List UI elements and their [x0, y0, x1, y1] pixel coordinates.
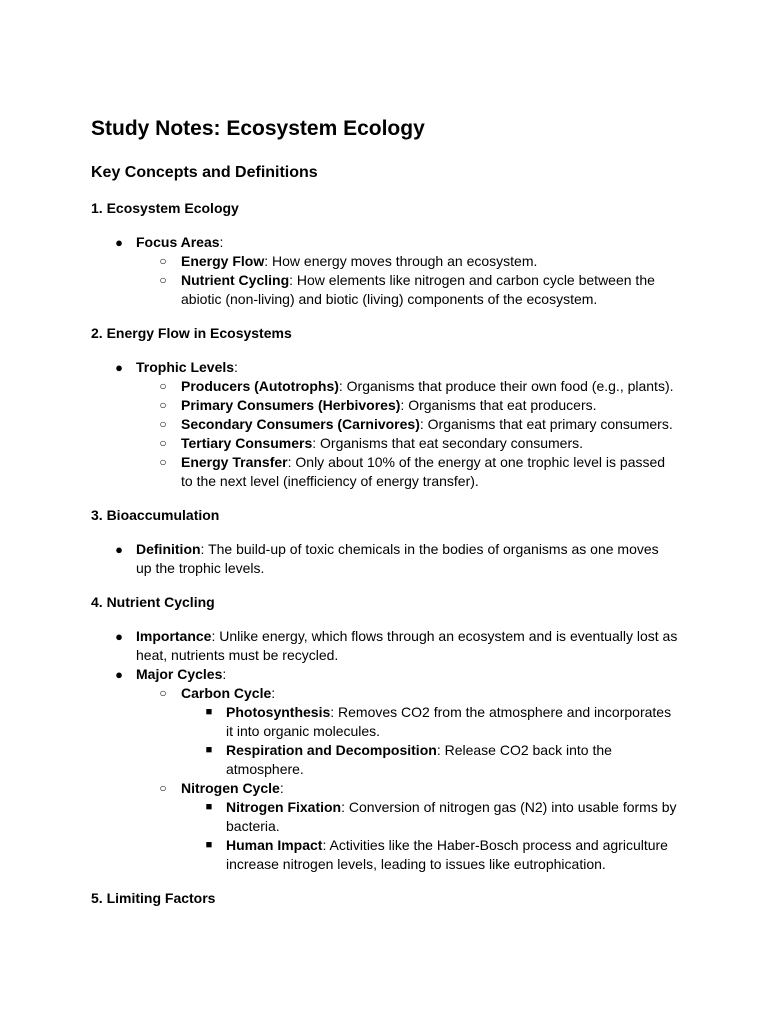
bullet-circle-icon: ○ [159, 398, 167, 412]
list-item-tertiary-consumers: ○ Tertiary Consumers: Organisms that eat secondary consumers. [136, 434, 678, 453]
list-item-importance: ● Importance: Unlike energy, which flows through an ecosystem and is eventually lost as heat, nutrients must be recycled. [91, 627, 678, 665]
sublist-major-cycles [136, 684, 678, 874]
list-item-primary-consumers: ○ Primary Consumers (Herbivores): Organisms that eat producers. [136, 396, 678, 415]
bullet-dot-icon: ● [115, 629, 123, 644]
bullet-circle-icon: ○ [159, 436, 167, 450]
sublist-focus-areas [136, 252, 678, 309]
list-item-secondary-consumers: ○ Secondary Consumers (Carnivores): Organisms that eat primary consumers. [136, 415, 678, 434]
bullet-circle-icon: ○ [159, 379, 167, 393]
bullet-circle-icon: ○ [159, 417, 167, 431]
bullet-square-icon: ■ [205, 839, 213, 851]
list-item-nutrient-cycling: ○ Nutrient Cycling: How elements like nitrogen and carbon cycle between the abiotic (non-living) and biotic (living) components of the ecosystem. [136, 271, 678, 309]
bullet-square-icon: ■ [205, 744, 213, 756]
list-energy-flow [91, 358, 678, 491]
sublist-nitrogen-cycle [181, 798, 678, 874]
sublist-carbon-cycle [181, 703, 678, 779]
bullet-dot-icon: ● [115, 542, 123, 557]
section-heading-nutrient-cycling: 4. Nutrient Cycling [91, 594, 215, 610]
list-item-major-cycles: ● Major Cycles: ○ Carbon Cycle: ■ Photosynthesis: Removes CO2 from the atmosphere and incorporates it into organic molecules. ■ Respiration and Decomposition: Release CO2 back into the atmosphere. ○ Nitrogen Cycle: ■ Nitrogen Fixation: Conversion of nitrogen gas (N2) into usable forms by bacteria. ■ Human Impact: Activities like the Haber-Bosch process and agriculture increase nitrogen levels, leading to issues like eutrophication. [91, 665, 678, 874]
list-ecosystem-ecology [91, 233, 678, 309]
bullet-square-icon: ■ [205, 706, 213, 718]
list-item-carbon-cycle: ○ Carbon Cycle: ■ Photosynthesis: Removes CO2 from the atmosphere and incorporates it into organic molecules. ■ Respiration and Decomposition: Release CO2 back into the atmosphere. [136, 684, 678, 779]
bullet-circle-icon: ○ [159, 254, 167, 268]
bullet-dot-icon: ● [115, 360, 123, 375]
bullet-circle-icon: ○ [159, 781, 167, 795]
list-item-nitrogen-fixation: ■ Nitrogen Fixation: Conversion of nitrogen gas (N2) into usable forms by bacteria. [181, 798, 678, 836]
sublist-trophic-levels [136, 377, 678, 491]
bullet-dot-icon: ● [115, 667, 123, 682]
section-heading-limiting-factors: 5. Limiting Factors [91, 890, 216, 906]
list-item-focus-areas: ● Focus Areas: ○ Energy Flow: How energy moves through an ecosystem. ○ Nutrient Cycling: How elements like nitrogen and carbon cycle between the abiotic (non-living) and biotic (living) components of the ecosystem. [91, 233, 678, 309]
bullet-square-icon: ■ [205, 801, 213, 813]
list-bioaccumulation [91, 540, 678, 578]
list-item-energy-flow: ○ Energy Flow: How energy moves through an ecosystem. [136, 252, 678, 271]
bullet-circle-icon: ○ [159, 273, 167, 287]
list-item-nitrogen-cycle: ○ Nitrogen Cycle: ■ Nitrogen Fixation: Conversion of nitrogen gas (N2) into usable forms by bacteria. ■ Human Impact: Activities like the Haber-Bosch process and agriculture increase nitrogen levels, leading to issues like eutrophication. [136, 779, 678, 874]
list-item-human-impact: ■ Human Impact: Activities like the Haber-Bosch process and agriculture increase nitrogen levels, leading to issues like eutrophication. [181, 836, 678, 874]
bullet-circle-icon: ○ [159, 686, 167, 700]
section-subtitle: Key Concepts and Definitions [91, 164, 318, 181]
list-item-definition: ● Definition: The build-up of toxic chemicals in the bodies of organisms as one moves up the trophic levels. [91, 540, 678, 578]
list-item-trophic-levels: ● Trophic Levels: ○ Producers (Autotrophs): Organisms that produce their own food (e.g., plants). ○ Primary Consumers (Herbivores): Organisms that eat producers. ○ Secondary Consumers (Carnivores): Organisms that eat primary consumers. ○ Tertiary Consumers: Organisms that eat secondary consumers. ○ Energy Transfer: Only about 10% of the energy at one trophic level is passed to the next level (inefficiency of energy transfer). [91, 358, 678, 491]
section-heading-bioaccumulation: 3. Bioaccumulation [91, 507, 220, 523]
document-title: Study Notes: Ecosystem Ecology [91, 117, 425, 140]
list-item-producers: ○ Producers (Autotrophs): Organisms that produce their own food (e.g., plants). [136, 377, 678, 396]
section-heading-energy-flow: 2. Energy Flow in Ecosystems [91, 325, 292, 341]
list-item-respiration: ■ Respiration and Decomposition: Release CO2 back into the atmosphere. [181, 741, 678, 779]
bullet-dot-icon: ● [115, 235, 123, 250]
list-item-photosynthesis: ■ Photosynthesis: Removes CO2 from the atmosphere and incorporates it into organic molecules. [181, 703, 678, 741]
list-item-energy-transfer: ○ Energy Transfer: Only about 10% of the energy at one trophic level is passed to the next level (inefficiency of energy transfer). [136, 453, 678, 491]
section-heading-ecosystem-ecology: 1. Ecosystem Ecology [91, 200, 239, 216]
bullet-circle-icon: ○ [159, 455, 167, 469]
list-nutrient-cycling [91, 627, 678, 874]
